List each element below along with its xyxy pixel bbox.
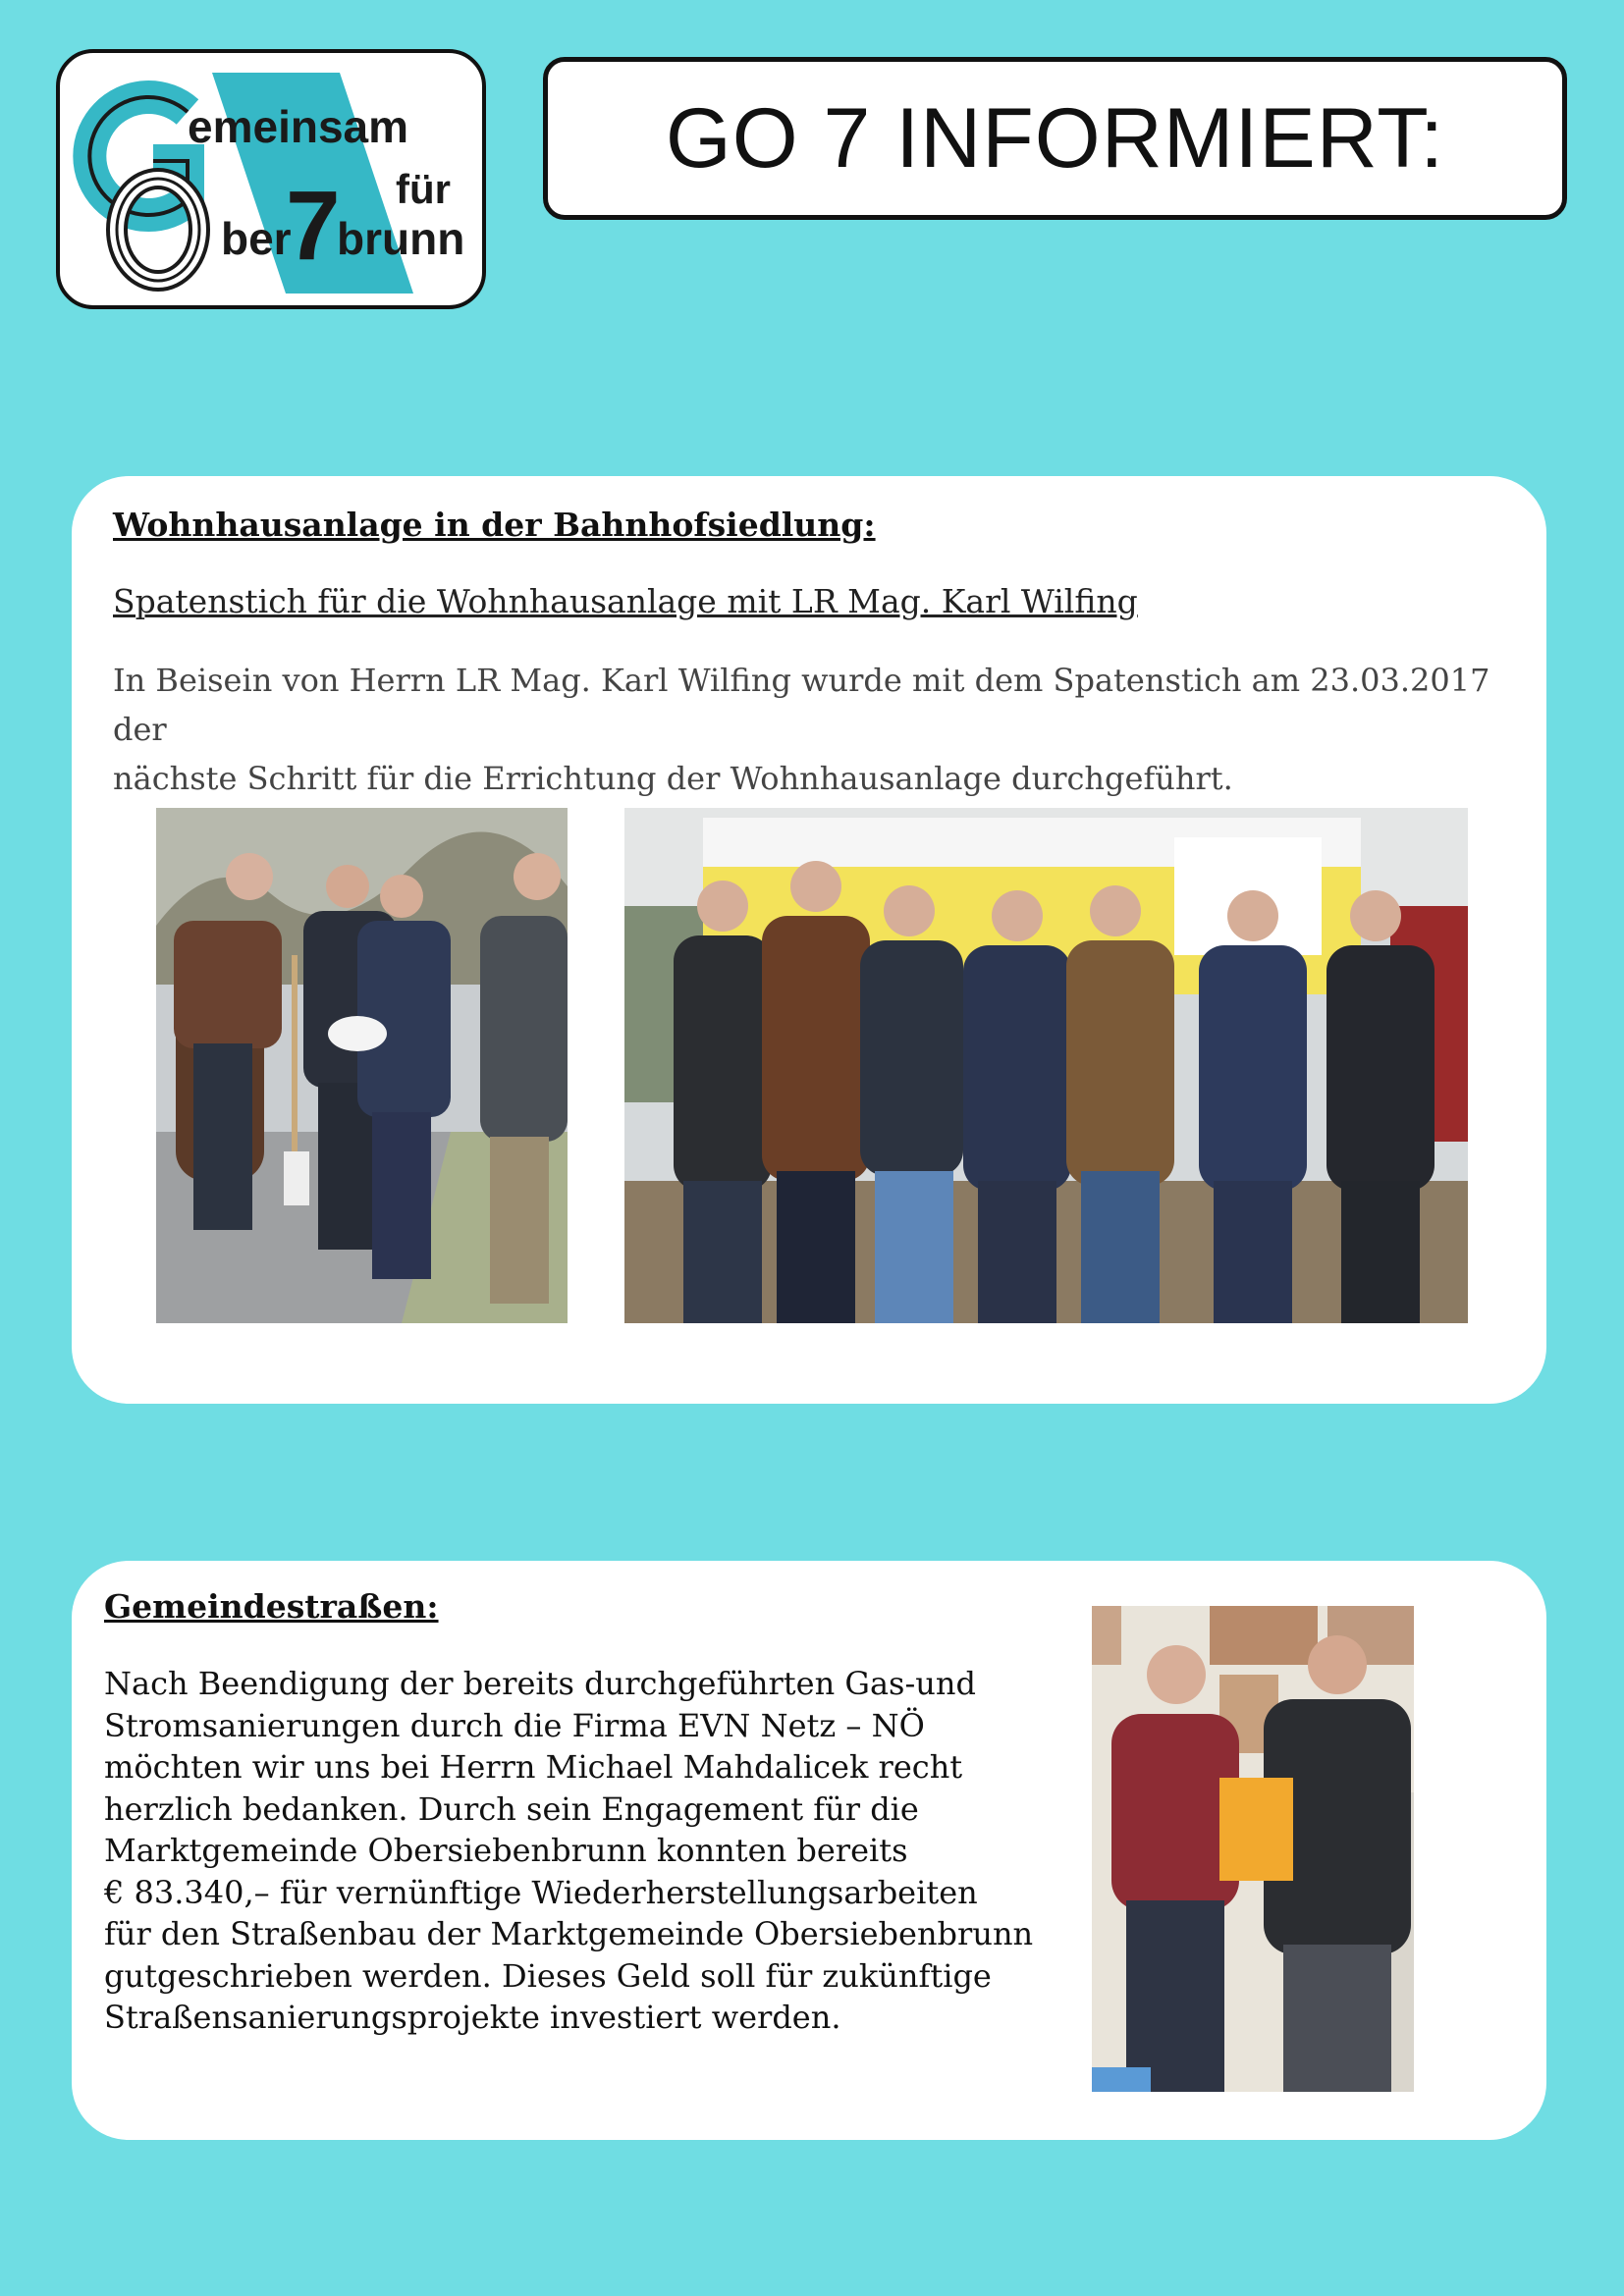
section2-line: Nach Beendigung der bereits durchgeführten Gas-und <box>104 1665 976 1702</box>
section-wohnhausanlage <box>72 476 1546 1404</box>
logo-word-emeinsam: emeinsam <box>188 101 409 152</box>
section2-paragraph <box>104 1663 1033 2039</box>
page-title: GO 7 INFORMIERT: <box>665 90 1445 186</box>
logo <box>56 49 486 309</box>
page-title-box <box>543 57 1567 220</box>
photo-spade-ceremony <box>156 808 568 1323</box>
section2-heading: Gemeindestraßen: <box>104 1587 439 1626</box>
section2-line: Stromsanierungen durch die Firma EVN Netz – NÖ <box>104 1706 925 1744</box>
logo-word-fuer: für <box>396 166 451 212</box>
section1-paragraph <box>113 656 1546 803</box>
section1-line: In Beisein von Herrn LR Mag. Karl Wilfing wurde mit dem Spatenstich am 23.03.2017 der <box>113 662 1490 748</box>
section2-line: Straßensanierungsprojekte investiert werden. <box>104 1999 841 2036</box>
section2-line: Marktgemeinde Obersiebenbrunn konnten bereits <box>104 1832 908 1869</box>
section2-line: möchten wir uns bei Herrn Michael Mahdalicek recht <box>104 1748 963 1786</box>
section2-line: für den Straßenbau der Marktgemeinde Obersiebenbrunn <box>104 1915 1034 1952</box>
section1-subheading: Spatenstich für die Wohnhausanlage mit LR Mag. Karl Wilfing <box>113 582 1138 620</box>
logo-word-ber: ber <box>221 213 292 264</box>
section1-heading: Wohnhausanlage in der Bahnhofsiedlung: <box>113 506 876 544</box>
photo-group <box>624 808 1468 1323</box>
section2-line: € 83.340,– für vernünftige Wiederherstellungsarbeiten <box>104 1873 978 1911</box>
section2-line: gutgeschrieben werden. Dieses Geld soll für zukünftige <box>104 1956 992 1995</box>
section-gemeindestrassen <box>72 1561 1546 2140</box>
section1-line: nächste Schritt für die Errichtung der Wohnhausanlage durchgeführt. <box>113 760 1233 797</box>
photo-handover <box>1092 1606 1414 2092</box>
section2-line: herzlich bedanken. Durch sein Engagement für die <box>104 1789 919 1828</box>
logo-word-seven: 7 <box>286 171 341 281</box>
logo-word-brunn: brunn <box>337 213 465 264</box>
